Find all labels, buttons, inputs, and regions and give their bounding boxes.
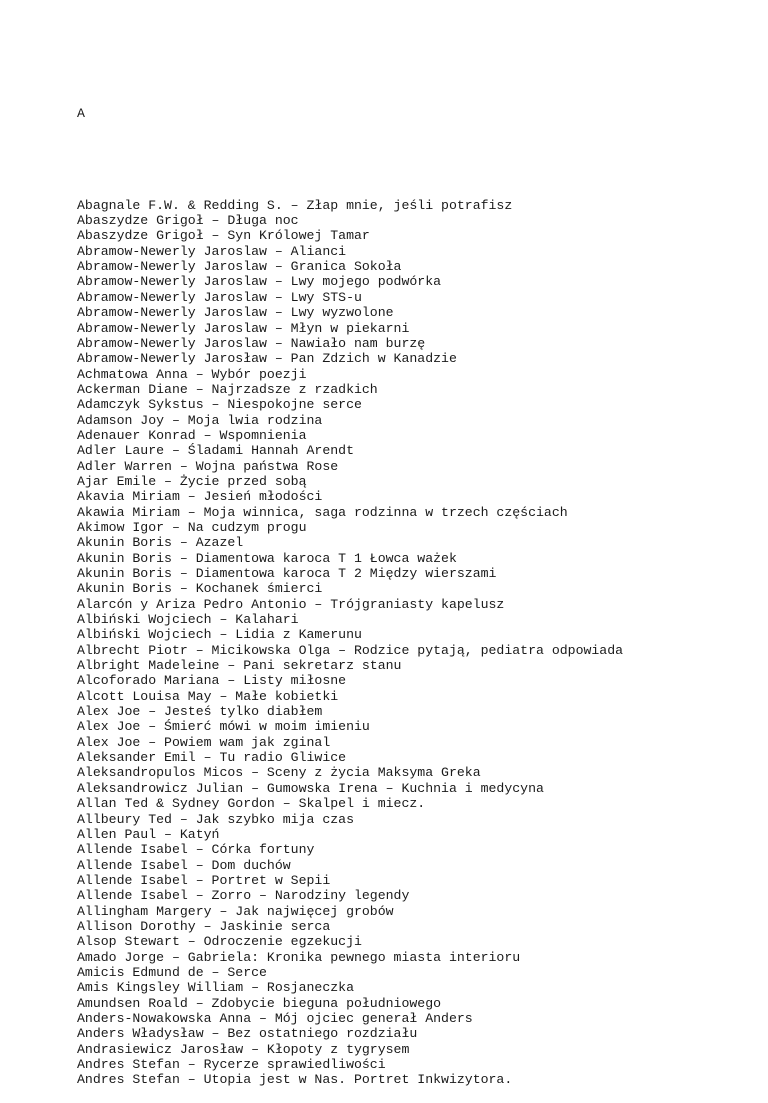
list-item: Abaszydze Grigoł – Syn Królowej Tamar bbox=[77, 228, 370, 244]
list-item: Abramow-Newerly Jaroslaw – Lwy wyzwolone bbox=[77, 305, 394, 321]
list-item: Adler Laure – Śladami Hannah Arendt bbox=[77, 443, 354, 459]
list-item: Adamczyk Sykstus – Niespokojne serce bbox=[77, 397, 362, 413]
list-item: Aleksandropulos Micos – Sceny z życia Maksyma Greka bbox=[77, 765, 481, 781]
list-item: Alsop Stewart – Odroczenie egzekucji bbox=[77, 934, 362, 950]
list-item: Allende Isabel – Córka fortuny bbox=[77, 842, 315, 858]
section-spacer bbox=[77, 152, 757, 167]
list-item: Allende Isabel – Portret w Sepii bbox=[77, 872, 331, 888]
list-item: Ackerman Diane – Najrzadsze z rzadkich bbox=[77, 381, 378, 397]
list-item: Akunin Boris – Kochanek śmierci bbox=[77, 581, 323, 597]
list-item: Adenauer Konrad – Wspomnienia bbox=[77, 427, 307, 443]
list-item: Akunin Boris – Azazel bbox=[77, 535, 244, 551]
list-item: Abramow-Newerly Jaroslaw – Alianci bbox=[77, 243, 347, 259]
book-list bbox=[77, 198, 757, 1088]
list-item: Abaszydze Grigoł – Długa noc bbox=[77, 213, 299, 229]
list-item: Abramow-Newerly Jaroslaw – Młyn w piekarni bbox=[77, 320, 410, 336]
list-item: Albiński Wojciech – Kalahari bbox=[77, 612, 299, 628]
list-item: Akimow Igor – Na cudzym progu bbox=[77, 519, 307, 535]
list-item: Alcott Louisa May – Małe kobietki bbox=[77, 688, 339, 704]
list-item: Allende Isabel – Dom duchów bbox=[77, 857, 291, 873]
list-item: Adler Warren – Wojna państwa Rose bbox=[77, 458, 339, 474]
list-item: Amado Jorge – Gabriela: Kronika pewnego miasta interioru bbox=[77, 949, 521, 965]
list-item: Abramow-Newerly Jaroslaw – Granica Sokoła bbox=[77, 259, 402, 275]
list-item: Allen Paul – Katyń bbox=[77, 826, 220, 842]
list-item: Andres Stefan – Utopia jest w Nas. Portret Inkwizytora. bbox=[77, 1072, 513, 1088]
list-item: Aleksander Emil – Tu radio Gliwice bbox=[77, 750, 347, 766]
list-item: Albiński Wojciech – Lidia z Kamerunu bbox=[77, 627, 362, 643]
list-item: Allende Isabel – Zorro – Narodziny legendy bbox=[77, 888, 410, 904]
list-item: Abramow-Newerly Jarosław – Pan Zdzich w Kanadzie bbox=[77, 351, 457, 367]
document-page bbox=[77, 75, 757, 1103]
list-item: Andres Stefan – Rycerze sprawiedliwości bbox=[77, 1057, 386, 1072]
list-item: Abramow-Newerly Jaroslaw – Lwy mojego podwórka bbox=[77, 274, 442, 290]
list-item: Alex Joe – Powiem wam jak zginal bbox=[77, 734, 331, 750]
list-item: Akawia Miriam – Moja winnica, saga rodzinna w trzech częściach bbox=[77, 504, 568, 520]
list-item: Amis Kingsley William – Rosjaneczka bbox=[77, 980, 354, 996]
list-item: Allison Dorothy – Jaskinie serca bbox=[77, 918, 331, 934]
list-item: Achmatowa Anna – Wybór poezji bbox=[77, 366, 307, 382]
list-item: Ajar Emile – Życie przed sobą bbox=[77, 473, 307, 489]
list-item: Allbeury Ted – Jak szybko mija czas bbox=[77, 811, 354, 827]
list-item: Akavia Miriam – Jesień młodości bbox=[77, 489, 323, 505]
list-item: Alex Joe – Śmierć mówi w moim imieniu bbox=[77, 719, 370, 735]
list-item: Andrasiewicz Jarosław – Kłopoty z tygrysem bbox=[77, 1041, 410, 1057]
list-item: Akunin Boris – Diamentowa karoca T 1 Łowca ważek bbox=[77, 550, 457, 566]
list-item: Akunin Boris – Diamentowa karoca T 2 Między wierszami bbox=[77, 566, 497, 581]
list-item: Amundsen Roald – Zdobycie bieguna południowego bbox=[77, 995, 442, 1011]
list-item: Abagnale F.W. & Redding S. – Złap mnie, jeśli potrafisz bbox=[77, 197, 513, 213]
list-item: Alcoforado Mariana – Listy miłosne bbox=[77, 673, 347, 689]
list-item: Allingham Margery – Jak najwięcej grobów bbox=[77, 903, 394, 919]
list-item: Alex Joe – Jesteś tylko diabłem bbox=[77, 704, 323, 720]
list-item: Alarcón y Ariza Pedro Antonio – Trójgraniasty kapelusz bbox=[77, 596, 505, 612]
section-letter: A bbox=[77, 105, 85, 121]
list-item: Abramow-Newerly Jaroslaw – Nawiało nam burzę bbox=[77, 335, 426, 351]
list-item: Adamson Joy – Moja lwia rodzina bbox=[77, 412, 323, 428]
list-item: Abramow-Newerly Jaroslaw – Lwy STS-u bbox=[77, 289, 362, 305]
list-item: Albrecht Piotr – Micikowska Olga – Rodzice pytają, pediatra odpowiada bbox=[77, 642, 624, 658]
list-item: Aleksandrowicz Julian – Gumowska Irena – Kuchnia i medycyna bbox=[77, 780, 544, 796]
list-item: Anders Władysław – Bez ostatniego rozdziału bbox=[77, 1026, 418, 1042]
list-item: Amicis Edmund de – Serce bbox=[77, 964, 267, 980]
list-item: Anders-Nowakowska Anna – Mój ojciec generał Anders bbox=[77, 1010, 473, 1026]
list-item: Allan Ted & Sydney Gordon – Skalpel i miecz. bbox=[77, 796, 426, 812]
list-item: Albright Madeleine – Pani sekretarz stanu bbox=[77, 658, 402, 674]
